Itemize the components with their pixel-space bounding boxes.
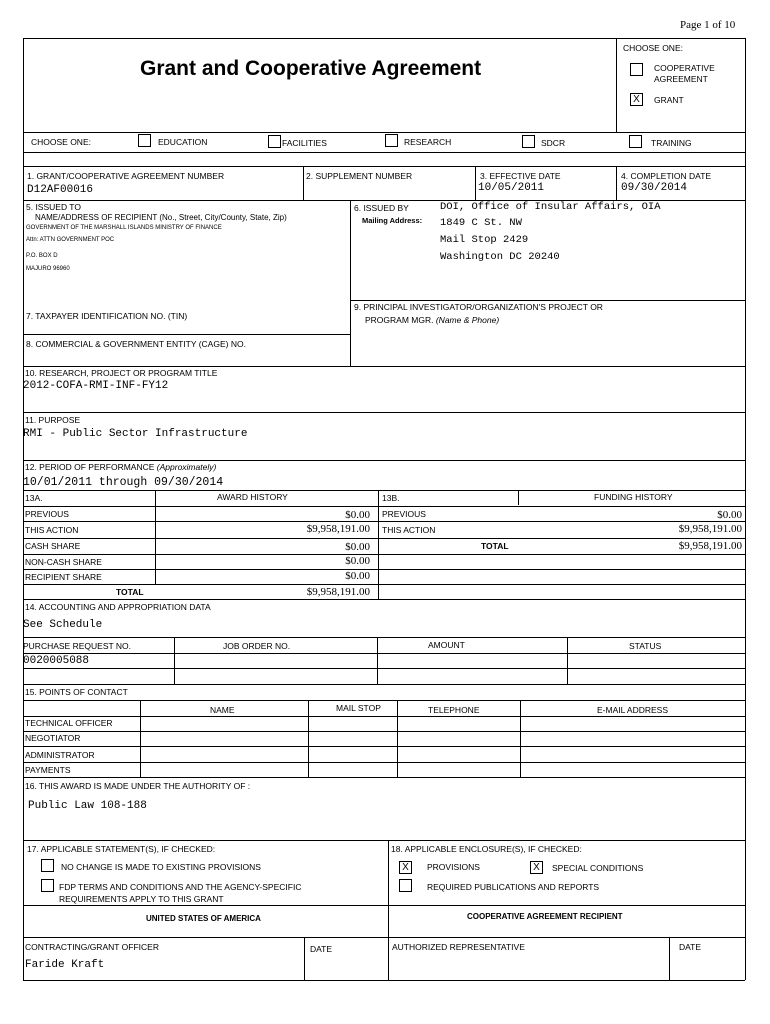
provisions-label: PROVISIONS xyxy=(427,862,480,872)
award-total-value: $9,958,191.00 xyxy=(306,586,370,598)
authority-value: Public Law 108-188 xyxy=(28,800,147,812)
award-recipient-share-value: $0.00 xyxy=(345,570,370,582)
principal-investigator-label-2: PROGRAM MGR. (Name & Phone) xyxy=(365,315,500,325)
usa-label: UNITED STATES OF AMERICA xyxy=(146,914,261,923)
accounting-label: 14. ACCOUNTING AND APPROPRIATION DATA xyxy=(25,602,211,612)
enclosures-label: 18. APPLICABLE ENCLOSURE(S), IF CHECKED: xyxy=(391,844,582,854)
award-this-action-label: THIS ACTION xyxy=(25,525,79,535)
job-order-header: JOB ORDER NO. xyxy=(223,641,291,651)
purpose-label: 11. PURPOSE xyxy=(25,415,81,425)
purpose-value: RMI - Public Sector Infrastructure xyxy=(23,428,248,440)
award-non-cash-share-label: NON-CASH SHARE xyxy=(25,557,102,567)
award-cash-share-label: CASH SHARE xyxy=(25,541,81,551)
sdcr-label: SDCR xyxy=(541,138,566,148)
principal-investigator-label: 9. PRINCIPAL INVESTIGATOR/ORGANIZATION'S PROJECT OR xyxy=(354,302,603,312)
choose-one-row-label: CHOOSE ONE: xyxy=(31,137,91,147)
funding-previous-label: PREVIOUS xyxy=(382,509,426,519)
contact-telephone-header: TELEPHONE xyxy=(428,705,480,715)
education-checkbox[interactable] xyxy=(138,134,151,147)
mailing-address-label: Mailing Address: xyxy=(362,216,423,225)
research-label: RESEARCH xyxy=(404,137,452,147)
funding-history-heading: FUNDING HISTORY xyxy=(594,492,673,502)
period-label: 12. PERIOD OF PERFORMANCE (Approximately) xyxy=(25,462,217,472)
funding-total-label: TOTAL xyxy=(481,541,509,551)
recipient-po-box: P.O. BOX D xyxy=(26,253,58,259)
no-change-checkbox[interactable] xyxy=(41,859,54,872)
statements-label: 17. APPLICABLE STATEMENT(S), IF CHECKED: xyxy=(27,844,216,854)
accounting-value: See Schedule xyxy=(23,619,103,631)
recipient-address-label: NAME/ADDRESS OF RECIPIENT (No., Street, City/County, State, Zip) xyxy=(35,213,287,222)
project-title-value: 2012-COFA-RMI-INF-FY12 xyxy=(23,380,169,392)
training-checkbox[interactable] xyxy=(629,135,642,148)
fdp-terms-label-2: REQUIREMENTS APPLY TO THIS GRANT xyxy=(59,894,224,904)
issued-by-label: 6. ISSUED BY xyxy=(354,203,409,213)
award-cash-share-value: $0.00 xyxy=(345,541,370,553)
cooperative-agreement-label: COOPERATIVE xyxy=(654,63,715,73)
period-value: 10/01/2011 through 09/30/2014 xyxy=(23,476,224,489)
cooperative-agreement-label-2: AGREEMENT xyxy=(654,74,708,84)
funding-this-action-label: THIS ACTION xyxy=(382,525,436,535)
fdp-terms-checkbox[interactable] xyxy=(41,879,54,892)
choose-one-top-label: CHOOSE ONE: xyxy=(623,43,683,53)
recipient-attn: Attn: ATTN GOVERNMENT POC xyxy=(26,237,115,243)
award-history-tag: 13A. xyxy=(25,493,43,503)
award-previous-label: PREVIOUS xyxy=(25,509,69,519)
funding-total-value: $9,958,191.00 xyxy=(678,540,742,552)
cooperative-agreement-checkbox[interactable] xyxy=(630,63,643,76)
contact-name-header: NAME xyxy=(210,705,235,715)
project-title-label: 10. RESEARCH, PROJECT OR PROGRAM TITLE xyxy=(25,368,218,378)
completion-date-label: 4. COMPLETION DATE xyxy=(621,171,712,181)
cage-label: 8. COMMERCIAL & GOVERNMENT ENTITY (CAGE) NO. xyxy=(26,339,246,349)
page-number: Page 1 of 10 xyxy=(680,19,736,31)
effective-date-value: 10/05/2011 xyxy=(478,182,545,194)
no-change-label: NO CHANGE IS MADE TO EXISTING PROVISIONS xyxy=(61,862,261,872)
authority-label: 16. THIS AWARD IS MADE UNDER THE AUTHORITY OF : xyxy=(25,781,251,791)
sdcr-checkbox[interactable] xyxy=(522,135,535,148)
status-header: STATUS xyxy=(629,641,662,651)
training-label: TRAINING xyxy=(651,138,692,148)
special-conditions-checkbox[interactable]: X xyxy=(530,861,543,874)
funding-previous-value: $0.00 xyxy=(717,509,742,521)
grant-number-label: 1. GRANT/COOPERATIVE AGREEMENT NUMBER xyxy=(27,171,225,181)
award-non-cash-share-value: $0.00 xyxy=(345,555,370,567)
award-total-label: TOTAL xyxy=(116,587,144,597)
recipient-city: MAJURO 96960 xyxy=(26,266,70,272)
effective-date-label: 3. EFFECTIVE DATE xyxy=(480,171,561,181)
contracting-officer-name: Faride Kraft xyxy=(25,959,105,971)
grant-label: GRANT xyxy=(654,95,684,105)
issuer-name: DOI, Office of Insular Affairs, OIA xyxy=(440,201,661,213)
provisions-checkbox[interactable]: X xyxy=(399,861,412,874)
completion-date-value: 09/30/2014 xyxy=(621,182,688,194)
supplement-number-label: 2. SUPPLEMENT NUMBER xyxy=(306,171,413,181)
form-title: Grant and Cooperative Agreement xyxy=(140,57,482,80)
funding-history-tag: 13B. xyxy=(382,493,400,503)
administrator-label: ADMINISTRATOR xyxy=(25,750,95,760)
contact-email-header: E-MAIL ADDRESS xyxy=(597,705,669,715)
negotiator-label: NEGOTIATOR xyxy=(25,733,81,743)
award-history-heading: AWARD HISTORY xyxy=(217,492,288,502)
points-of-contact-label: 15. POINTS OF CONTACT xyxy=(25,687,128,697)
award-previous-value: $0.00 xyxy=(345,509,370,521)
purchase-request-header: PURCHASE REQUEST NO. xyxy=(23,641,132,651)
facilities-checkbox[interactable] xyxy=(268,135,281,148)
issuer-address-1: 1849 C St. NW xyxy=(440,217,522,229)
tin-label: 7. TAXPAYER IDENTIFICATION NO. (TIN) xyxy=(26,311,188,321)
funding-this-action-value: $9,958,191.00 xyxy=(678,523,742,535)
contracting-officer-label: CONTRACTING/GRANT OFFICER xyxy=(25,942,159,952)
education-label: EDUCATION xyxy=(158,137,208,147)
representative-date-label: DATE xyxy=(679,942,702,952)
grant-checkbox[interactable]: X xyxy=(630,93,643,106)
research-checkbox[interactable] xyxy=(385,134,398,147)
officer-date-label: DATE xyxy=(310,944,333,954)
facilities-label: FACILITIES xyxy=(282,138,327,148)
grant-number-value: D12AF00016 xyxy=(27,184,94,196)
technical-officer-label: TECHNICAL OFFICER xyxy=(25,718,113,728)
issued-to-label: 5. ISSUED TO xyxy=(26,202,81,212)
required-publications-checkbox[interactable] xyxy=(399,879,412,892)
recipient-label: COOPERATIVE AGREEMENT RECIPIENT xyxy=(467,912,623,921)
required-publications-label: REQUIRED PUBLICATIONS AND REPORTS xyxy=(427,882,600,892)
amount-header: AMOUNT xyxy=(428,640,465,650)
fdp-terms-label: FDP TERMS AND CONDITIONS AND THE AGENCY-SPECIFIC xyxy=(59,882,302,892)
payments-label: PAYMENTS xyxy=(25,765,71,775)
special-conditions-label: SPECIAL CONDITIONS xyxy=(552,863,644,873)
purchase-request-value: 0020005088 xyxy=(23,655,90,667)
recipient-name: GOVERNMENT OF THE MARSHALL ISLANDS MINISTRY OF FINANCE xyxy=(26,225,222,231)
contact-mail-stop-header: MAIL STOP xyxy=(336,703,381,713)
award-this-action-value: $9,958,191.00 xyxy=(306,523,370,535)
award-recipient-share-label: RECIPIENT SHARE xyxy=(25,572,102,582)
issuer-address-3: Washington DC 20240 xyxy=(440,251,560,263)
authorized-representative-label: AUTHORIZED REPRESENTATIVE xyxy=(392,942,525,952)
issuer-address-2: Mail Stop 2429 xyxy=(440,234,529,246)
